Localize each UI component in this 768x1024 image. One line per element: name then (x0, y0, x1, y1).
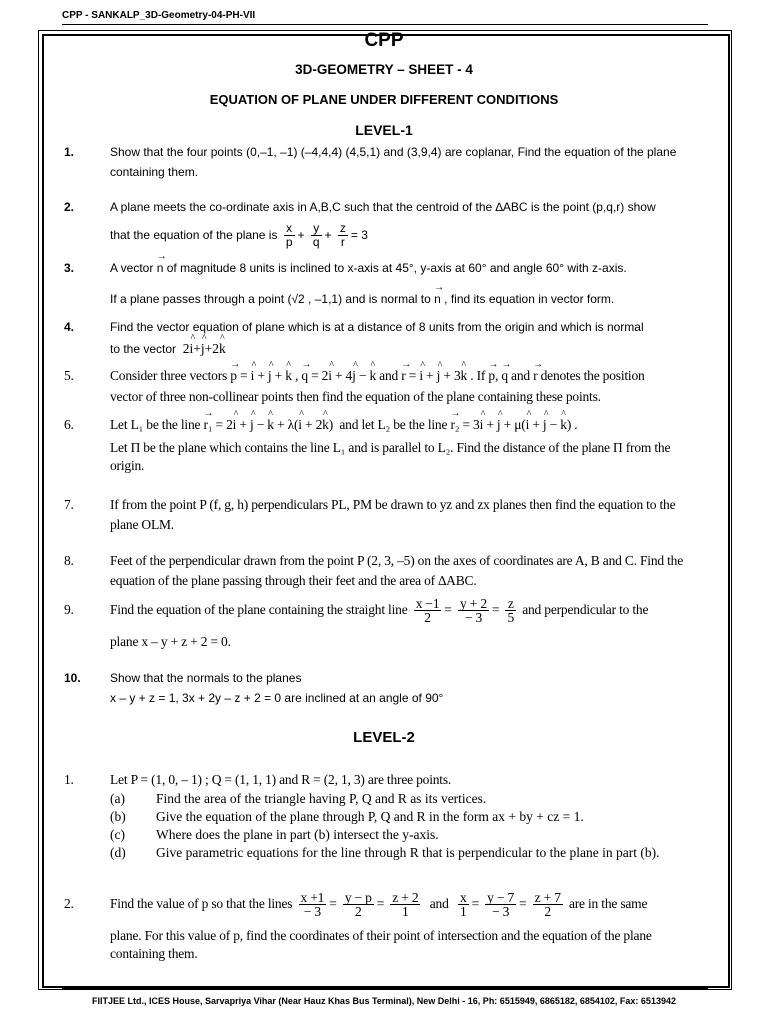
document-code: CPP - SANKALP_3D-Geometry-04-PH-VII (62, 10, 256, 21)
header-rule (62, 24, 708, 25)
level2-q1-item-d: (d) Give parametric equations for the line through R that is perpendicular to the plane in part (b). (110, 845, 660, 860)
vector-n: → n (157, 258, 164, 278)
cpp-title: CPP (364, 30, 404, 51)
level2-q1-item-b: (b) Give the equation of the plane through P, Q and R in the form ax + by + cz = 1. (110, 809, 584, 824)
footer-text: FIITJEE Ltd., ICES House, Sarvapriya Vihar (Near Hauz Khas Bus Terminal), New Delhi - 16, Ph: 6515949, 6865182, 6854102, Fax: 6513942 (92, 996, 676, 1006)
topic-title: EQUATION OF PLANE UNDER DIFFERENT CONDITIONS (209, 92, 559, 107)
level1-heading: LEVEL-1 (355, 122, 413, 138)
level2-q1-item-c: (c) Where does the plane in part (b) intersect the y-axis. (110, 827, 439, 842)
fraction-x-p: $\frac{x}{p}$ (285, 221, 293, 250)
fraction-y-q: $\frac{y}{q}$ (312, 221, 320, 250)
footer-rule (62, 988, 708, 989)
sheet-title: 3D-GEOMETRY – SHEET - 4 (295, 62, 473, 77)
level2-q1-item-a: (a) Find the area of the triangle having P, Q and R as its vertices. (110, 791, 487, 806)
vector-n-2: → n (434, 289, 441, 309)
fraction-z-r: $\frac{z}{r}$ (339, 221, 346, 250)
level2-heading: LEVEL-2 (353, 729, 415, 746)
